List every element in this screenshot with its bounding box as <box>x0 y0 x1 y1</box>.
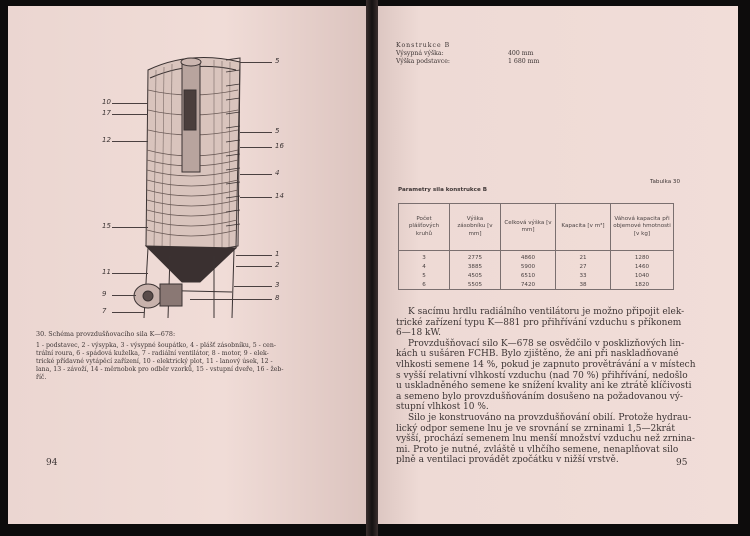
table-row <box>399 251 674 263</box>
body-text <box>396 307 716 466</box>
callout-line <box>240 197 272 198</box>
table-header: Kapacita [v m³] <box>556 204 611 251</box>
table-cell: 21 <box>556 251 611 263</box>
callout-label: 1 <box>275 250 280 258</box>
table-header: Váhová kapacita při objemové hmotnosti [v kg] <box>611 204 674 251</box>
callout-line <box>190 299 272 300</box>
callout-line <box>236 255 272 256</box>
page-number-right: 95 <box>676 458 688 468</box>
callout-line <box>112 141 148 142</box>
table-row <box>399 271 674 280</box>
callout-label: 16 <box>275 142 284 150</box>
figure-caption-title: 30. Schéma provzdušňovacího sila K—678: <box>36 330 176 338</box>
callout-label: 5 <box>275 57 280 65</box>
table-cell: 4860 <box>501 251 556 263</box>
table-cell: 5900 <box>501 262 556 271</box>
paragraph: Silo je konstruováno na provzdušňování obilí. Protože hydrau- lický odpor semene lnu je ve srovnání se zrninami 1,5—2krát vyšší, prochází semenem lnu menší množství vzduchu než zrnina- mi. Proto je nutné, zvláště u vlhčího semene, nenaplňovat silo plně a ventilaci provádět zpočátku v nižší vrstvě. <box>396 412 695 466</box>
caption-line: trální roura, 6 - spádová kuželka, 7 - radiální ventilátor, 8 - motor, 9 - elek- <box>36 350 269 357</box>
table-cell: 1820 <box>611 280 674 290</box>
table-row <box>399 280 674 290</box>
table-row <box>399 262 674 271</box>
callout-line <box>236 266 272 267</box>
callout-label: 2 <box>275 261 280 269</box>
table-cell: 1280 <box>611 251 674 263</box>
callout-line <box>240 147 272 148</box>
callout-line <box>240 174 272 175</box>
table-cell: 1040 <box>611 271 674 280</box>
callout-line <box>112 312 144 313</box>
callout-line <box>112 295 136 296</box>
table-caption: Parametry sila konstrukce B <box>398 187 487 193</box>
table-cell: 3885 <box>450 262 501 271</box>
callout-label: 9 <box>102 290 107 298</box>
callout-label: 11 <box>102 268 111 276</box>
table-cell: 4505 <box>450 271 501 280</box>
caption-line: lana, 13 - závoží, 14 - měrnobok pro odběr vzorků, 15 - vstupní dveře, 16 - žeb- <box>36 366 284 373</box>
table-header: Počet plášťových kruhů <box>399 204 450 251</box>
callout-label: 8 <box>275 294 280 302</box>
table-cell: 6 <box>399 280 450 290</box>
construction-header <box>396 42 596 66</box>
callout-line <box>112 227 148 228</box>
table-cell: 3 <box>399 251 450 263</box>
construction-title: Konstrukce B <box>396 42 451 49</box>
parameters-table <box>398 203 674 290</box>
callout-label: 17 <box>102 109 111 117</box>
callout-label: 4 <box>275 169 280 177</box>
caption-line: říč. <box>36 374 47 381</box>
callout-line <box>240 132 272 133</box>
table-header: Výška zásobníku [v mm] <box>450 204 501 251</box>
table-cell: 4 <box>399 262 450 271</box>
callout-label: 3 <box>275 281 280 289</box>
callout-line <box>240 62 272 63</box>
callout-label: 14 <box>275 192 284 200</box>
callout-line <box>234 286 272 287</box>
callout-label: 7 <box>102 307 107 315</box>
table-cell: 1460 <box>611 262 674 271</box>
caption-line: 1 - podstavec, 2 - výsypka, 3 - výsypné šoupátko, 4 - plášť zásobníku, 5 - cen- <box>36 342 276 349</box>
paragraph: Provzdušňovací silo K—678 se osvědčilo v posklizňových lin- kách u sušáren FCHB. Bylo zjištěno, že ani při naskladňované vlhkosti semene 14 %, pokud je zapnuto provětrávání a v místech s vyšší relativní vlhkostí vzduchu (nad 70 %) přihřívání, nedošlo u uskladněného semene ke snížení kvality ani ke ztrátě klíčivosti a semeno bylo provzdušňováním dosušeno na požadovanou vý- stupní vlhkost 10 %. <box>396 338 696 413</box>
table-cell: 38 <box>556 280 611 290</box>
callout-label: 12 <box>102 136 111 144</box>
paragraph: K sacímu hrdlu radiálního ventilátoru je možno připojit elek- trické zařízení typu K—881 pro přihřívání vzduchu s příkonem 6—18 kW. <box>396 307 685 339</box>
table-cell: 33 <box>556 271 611 280</box>
callout-line <box>112 103 148 104</box>
callout-label: 10 <box>102 98 111 106</box>
figure-caption <box>36 330 348 382</box>
callout-line <box>112 114 148 115</box>
caption-line: trické přídavné vytápěcí zařízení, 10 - elektrický plot, 11 - lanový úsek, 12 - <box>36 358 273 365</box>
table-cell: 27 <box>556 262 611 271</box>
spec-value: 1 680 mm <box>508 58 540 65</box>
table-cell: 6510 <box>501 271 556 280</box>
page-number-left: 94 <box>46 458 58 468</box>
spec-value: 400 mm <box>508 50 534 57</box>
callout-label: 5 <box>275 127 280 135</box>
callout-line <box>112 273 148 274</box>
table-number: Tabulka 30 <box>650 179 681 185</box>
table-cell: 5505 <box>450 280 501 290</box>
table-cell: 2775 <box>450 251 501 263</box>
callout-label: 15 <box>102 222 111 230</box>
table-cell: 7420 <box>501 280 556 290</box>
table-header: Celková výška [v mm] <box>501 204 556 251</box>
table-cell: 5 <box>399 271 450 280</box>
spec-label: Výsypná výška: <box>396 50 444 57</box>
spec-label: Výška podstavce: <box>396 58 450 65</box>
